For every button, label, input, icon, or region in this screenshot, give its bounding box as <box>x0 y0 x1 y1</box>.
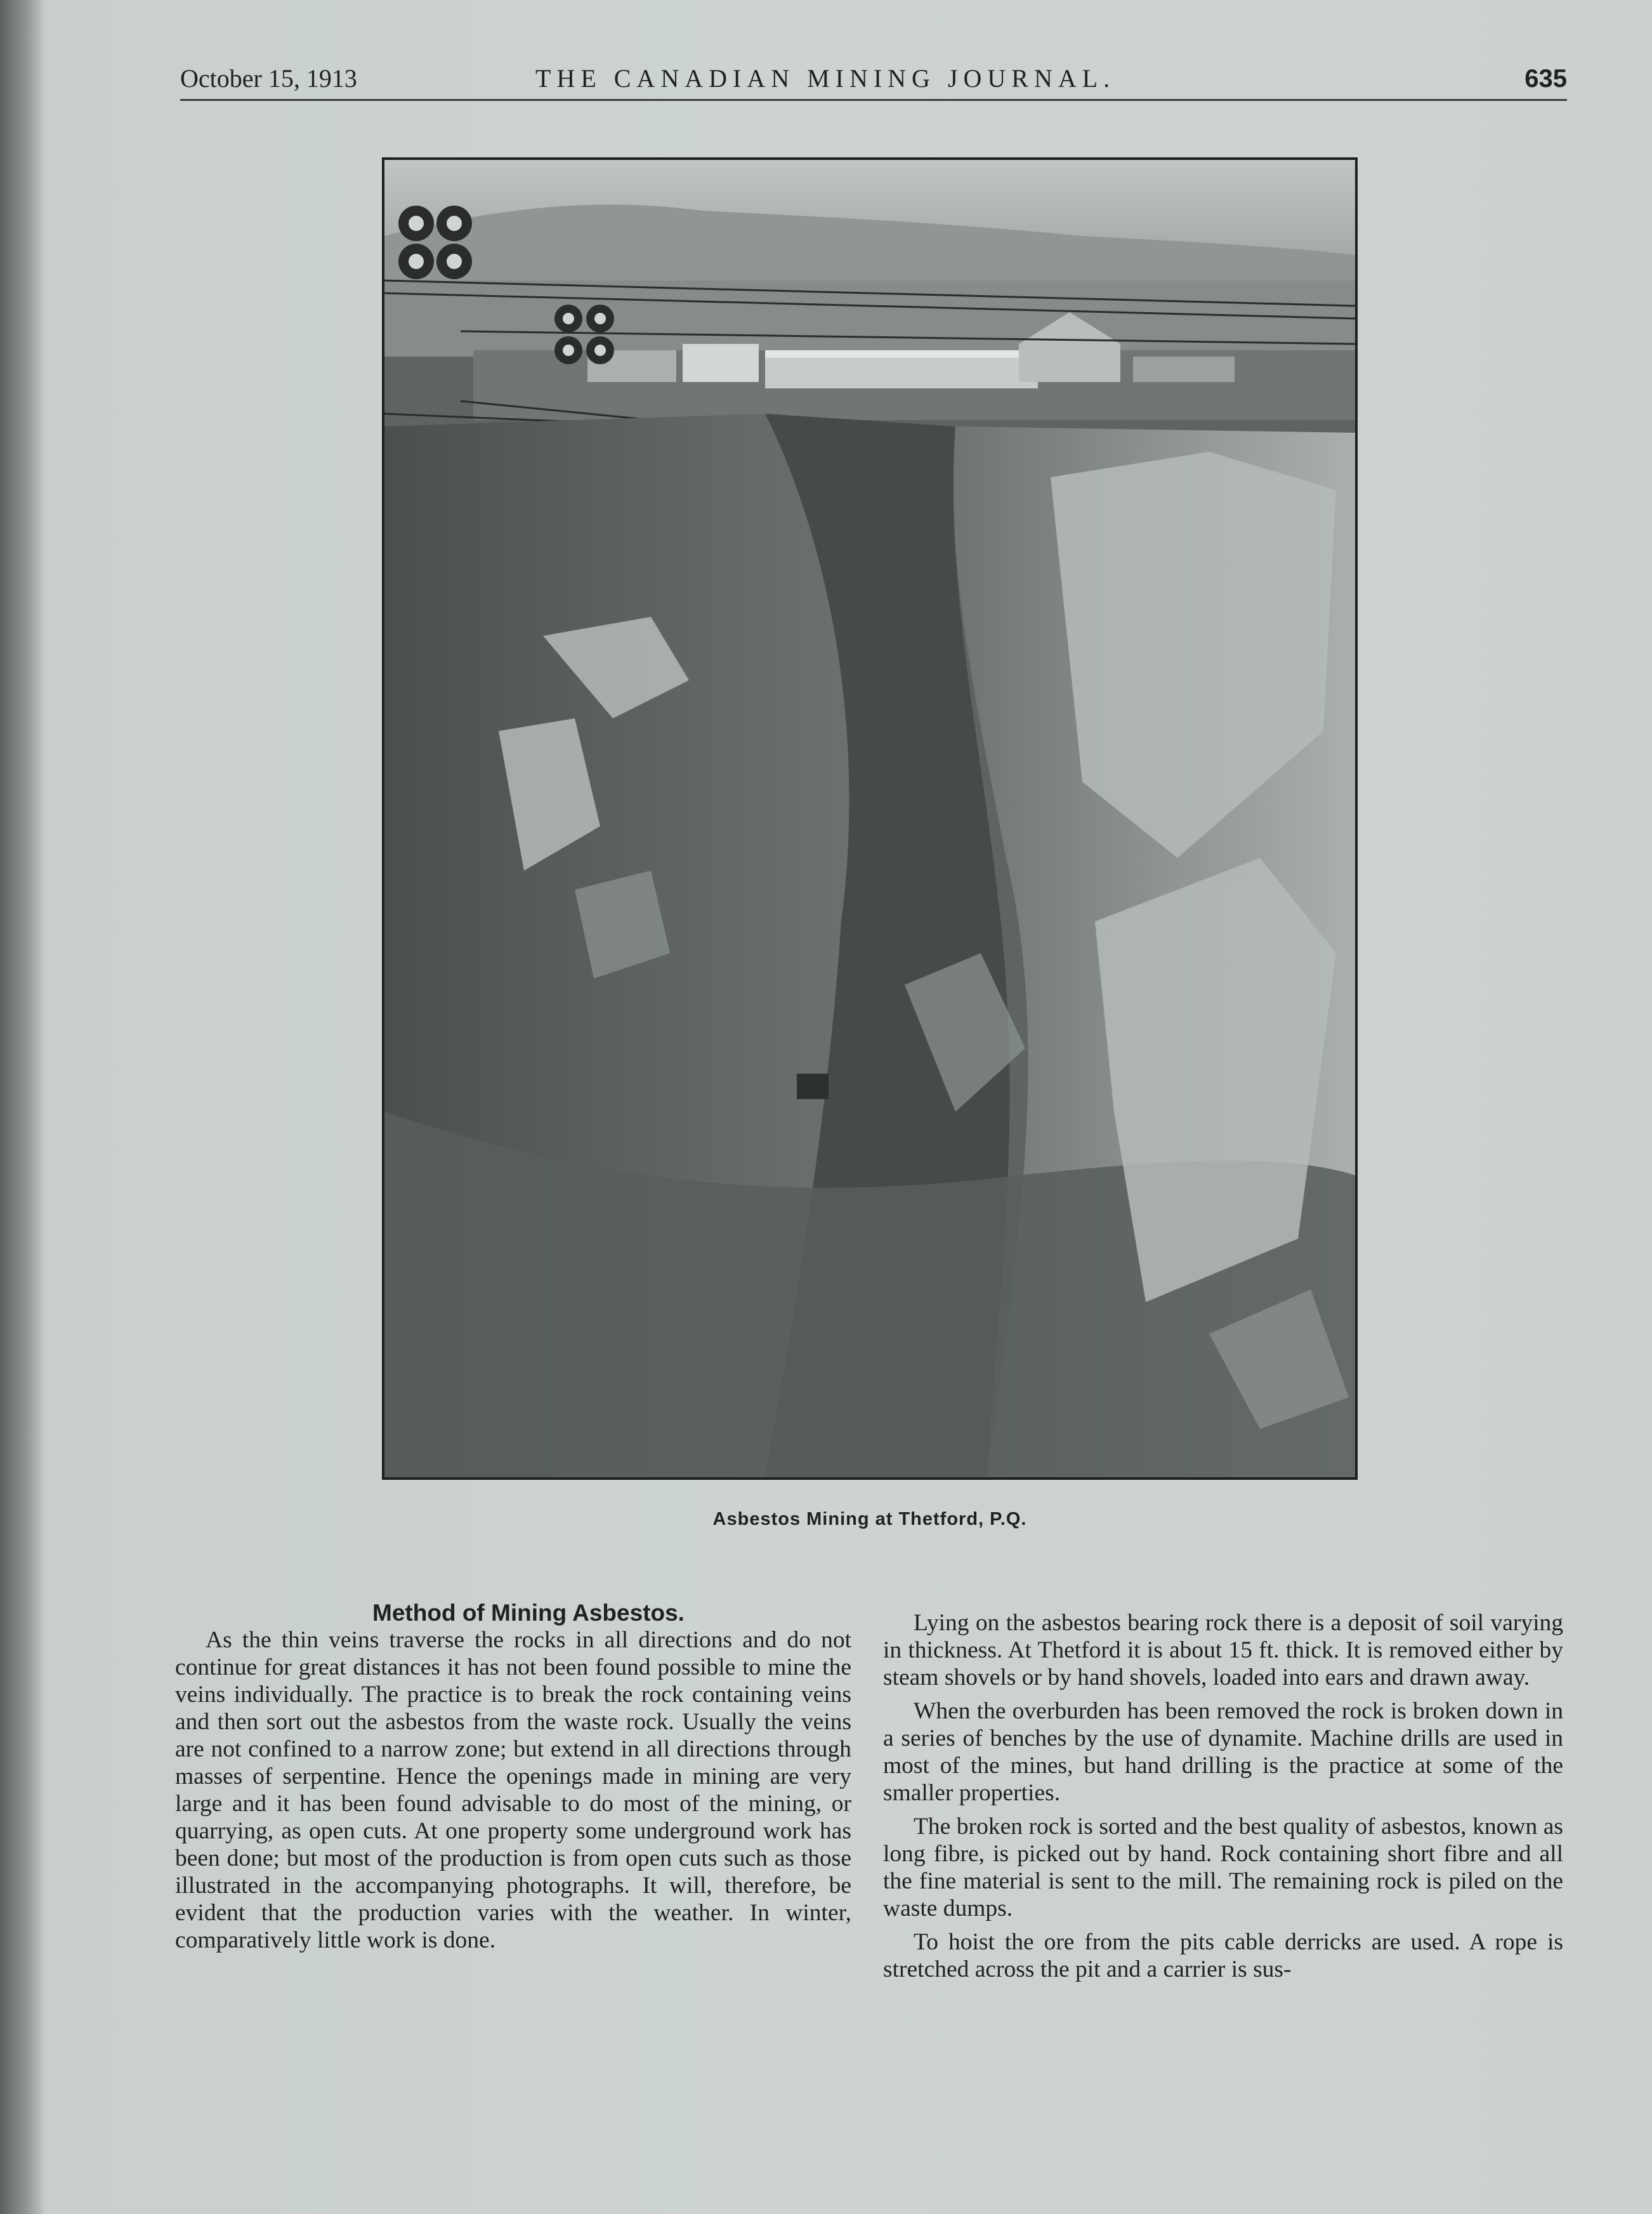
paragraph: To hoist the ore from the pits cable derricks are used. A rope is stretched across the pit and a carrier is sus- <box>883 1929 1563 1982</box>
section-heading: Method of Mining Asbestos. <box>372 1600 685 1626</box>
paragraph: Lying on the asbestos bearing rock there is a deposit of soil varying in thickness. At Thetford it is about 15 ft. thick. It is removed either by steam shovels or by hand shovels, loaded into ears and drawn away. <box>883 1610 1563 1690</box>
article-left-column <box>175 1599 851 1954</box>
header-journal-title: THE CANADIAN MINING JOURNAL. <box>535 64 1116 93</box>
paragraph: The broken rock is sorted and the best quality of asbestos, known as long fibre, is picked out by hand. Rock containing short fibre and all the fine material is sent to the mill. The remaining rock is piled on the waste dumps. <box>883 1814 1563 1921</box>
running-header <box>180 61 1567 101</box>
figure-caption: Asbestos Mining at Thetford, P.Q. <box>712 1509 1027 1529</box>
paragraph: When the overburden has been removed the rock is broken down in a series of benches by the use of dynamite. Machine drills are used in most of the mines, but hand drilling is the practice at some of the smaller properties. <box>883 1698 1563 1806</box>
photo-illustration <box>384 160 1355 1477</box>
header-page-number: 635 <box>1524 65 1567 93</box>
article-right-column <box>883 1609 1563 1989</box>
asbestos-mine-photograph <box>382 157 1358 1480</box>
binding-shadow <box>0 0 44 2214</box>
paragraph: As the thin veins traverse the rocks in all directions and do not continue for great distances it has not been found possible to mine the veins individually. The practice is to break the rock containing veins and then sort out the asbestos from the waste rock. Usually the veins are not confined to a narrow zone; but extend in all directions through masses of serpentine. Hence the openings made in mining are very large and it has been found advisable to do most of the mining, or quarrying, as open cuts. At one property some underground work has been done; but most of the production is from open cuts such as those illustrated in the accompanying photographs. It will, therefore, be evident that the production varies with the weather. In winter, comparatively little work is done. <box>175 1627 851 1953</box>
header-date: October 15, 1913 <box>180 64 357 93</box>
